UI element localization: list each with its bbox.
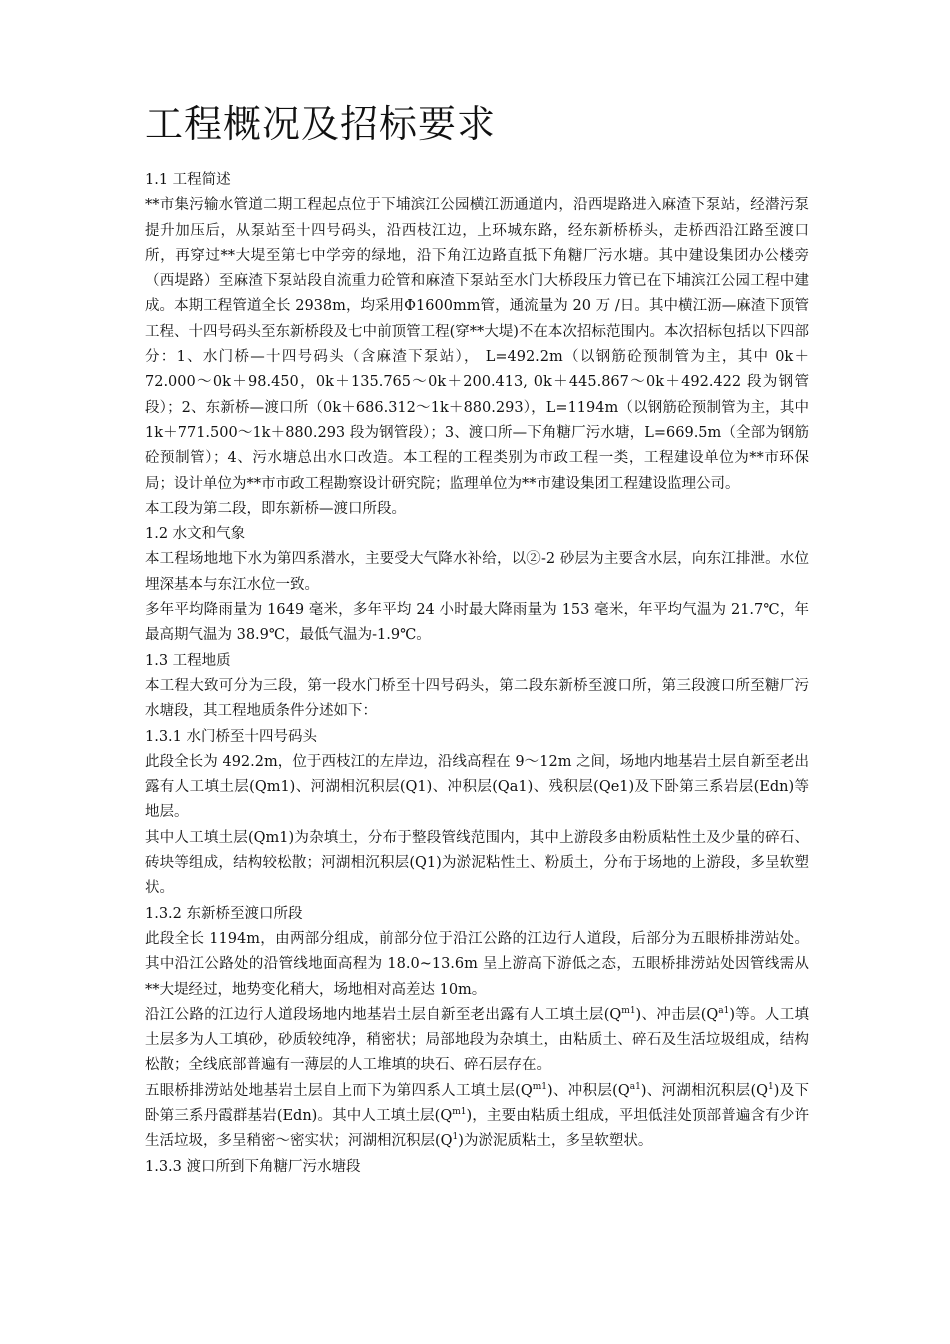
paragraph-section1-strata: 此段全长为 492.2m，位于西枝江的左岸边，沿线高程在 9～12m 之间，场地内地基岩土层自新至老出露有人工填土层(Qm1)、河湖相沉积层(Q1)、冲积层(Qa1)、残积层(Qe1)及下卧第三系岩层(Edn)等地层。	[145, 753, 809, 821]
paragraph-project-overview: **市集污输水管道二期工程起点位于下埔滨江公园横江沥通道内，沿西堤路进入麻渣下泵站，经潜污泵提升加压后，从泵站至十四号码头，沿西枝江边，上环城东路，经东新桥桥头，走桥西沿江路至渡口所，再穿过**大堤至第七中学旁的绿地，沿下角江边路直抵下角糖厂污水塘。其中建设集团办公楼旁（西堤路）至麻渣下泵站段自流重力砼管和麻渣下泵站至水门大桥段压力管已在下埔滨江公园工程中建成。本期工程管道全长 2938m，均采用Φ1600mm管，通流量为 20 万 /日。其中横江沥—麻渣下顶管工程、十四号码头至东新桥段及七中前顶管工程(穿**大堤)不在本次招标范围内。本次招标包括以下四部分：1、水门桥—十四号码头（含麻渣下泵站）， L=492.2m（以钢筋砼预制管为主，其中 0k＋72.000～0k＋98.450，0k＋135.765～0k＋200.413, 0k＋445.867～0k＋492.422 段为钢管段）；2、东新桥—渡口所（0k＋686.312～1k＋880.293），L=1194m（以钢筋砼预制管为主，其中 1k＋771.500～1k＋880.293 段为钢管段）；3、渡口所—下角糖厂污水塘，L=669.5m（全部为钢筋砼预制管）；4、污水塘总出水口改造。本工程的工程类别为市政工程一类，工程建设单位为**市环保局；设计单位为**市市政工程勘察设计研究院；监理单位为**市建设集团工程建设监理公司。	[145, 197, 809, 492]
section-heading-1-1: 1.1 工程简述	[145, 172, 231, 188]
paragraph-climate: 多年平均降雨量为 1649 毫米，多年平均 24 小时最大降雨量为 153 毫米，年平均气温为 21.7℃，年最高期气温为 38.9℃，最低气温为-1.9℃。	[145, 602, 809, 644]
section-heading-1-2: 1.2 水文和气象	[145, 526, 246, 543]
section-heading-1-3-3: 1.3.3 渡口所到下角糖厂污水塘段	[145, 1158, 361, 1175]
paragraph-section1-fill: 其中人工填土层(Qm1)为杂填土，分布于整段管线范围内，其中上游段多由粉质粘性土及少量的碎石、砖块等组成，结构较松散；河湖相沉积层(Q1)为淤泥粘性土、粉质土，分布于场地的上游段，多呈软塑状。	[145, 829, 809, 897]
paragraph-section2-overview: 此段全长 1194m，由两部分组成，前部分位于沿江公路的江边行人道段，后部分为五眼桥排涝站处。其中沿江公路处的沿管线地面高程为 18.0~13.6m 呈上游高下游低之态，五眼桥排涝站处因管线需从**大堤经过，地势变化稍大，场地相对高差达 10m。	[145, 930, 809, 998]
paragraph-section2-riverside: 沿江公路的江边行人道段场地内地基岩土层自新至老出露有人工填土层$(Q^{m1})$、冲击层$(Q^{a1})$等。人工填土层多为人工填砂，砂质较纯净，稍密状；局部地段为杂填土，由粘质土、碎石及生活垃圾组成，结构松散；全线底部普遍有一薄层的人工堆填的块石、碎石层存在。	[145, 1005, 809, 1074]
section-heading-1-3: 1.3 工程地质	[145, 652, 231, 669]
section-heading-1-3-1: 1.3.1 水门桥至十四号码头	[145, 728, 318, 745]
paragraph-section2-pump-station: 五眼桥排涝站处地基岩土层自上而下为第四系人工填土层$(Q^{m1})$、冲积层$(Q^{a1})$、河湖相沉积层$(Q^1)$及下卧第三系丹霞群基岩(Edn)。其中人工填土层$(Q^{m1})$，主要由粘质土组成，平坦低洼处顶部普遍含有少许生活垃圾，多呈稍密～密实状；河湖相沉积层$(Q^1)$为淤泥质粘土，多呈软塑状。	[145, 1081, 810, 1150]
paragraph-geology-intro: 本工程大致可分为三段，第一段水门桥至十四号码头，第二段东新桥至渡口所，第三段渡口所至糖厂污水塘段，其工程地质条件分述如下：	[145, 677, 809, 720]
paragraph-section-scope: 本工段为第二段，即东新桥—渡口所段。	[145, 500, 406, 517]
section-heading-1-3-2: 1.3.2 东新桥至渡口所段	[145, 905, 303, 922]
paragraph-groundwater: 本工程场地地下水为第四系潜水，主要受大气降水补给，以②-2 砂层为主要含水层，向东江排泄。水位埋深基本与东江水位一致。	[145, 551, 809, 593]
document-page	[145, 96, 809, 1180]
document-title: 工程概况及招标要求	[145, 102, 497, 146]
